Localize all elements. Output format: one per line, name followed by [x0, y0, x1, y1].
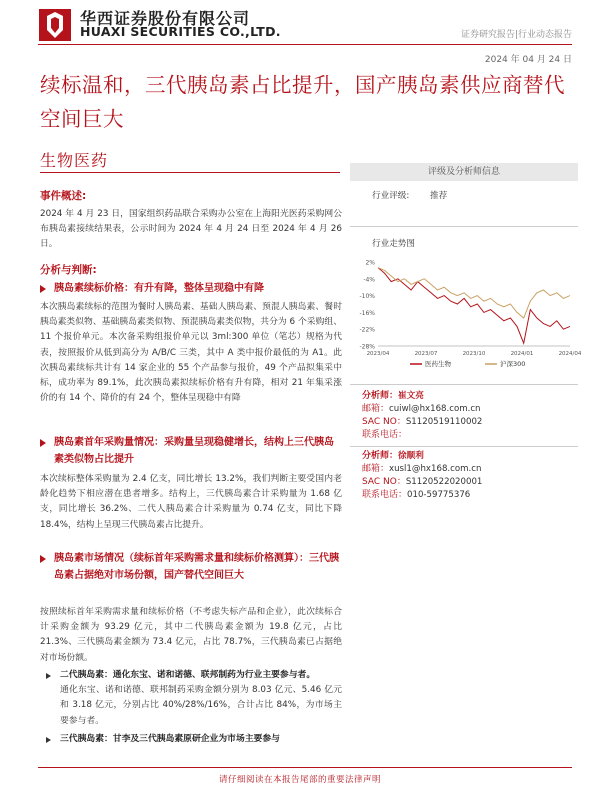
report-type: 证券研究报告|行业动态报告	[460, 30, 572, 40]
sector-divider	[40, 172, 340, 173]
rating-panel-header: 评级及分析师信息	[350, 163, 578, 181]
event-text: 2024 年 4 月 23 日，国家组织药品联合采购办公室在上海阳光医药采购网公布胰岛素接续结果表，公示时间为 2024 年 4 月 24 日至 2024 年 4 月 26 日。	[40, 209, 342, 250]
section-2-text: 本次续标整体采购量为 2.4 亿支，同比增长 13.2%，我们判断主要受国内老龄化趋势下相应潜在患者增多。结构上，三代胰岛素合计采购量为 1.68 亿支，同比增长 36.2%、二代人胰岛素合计采购量为 0.74 亿支，同比下降 18.4%，结构上呈现三代胰岛素占比提升。	[40, 474, 342, 530]
y-tick-label: 2%	[365, 259, 375, 267]
trend-label: 行业走势图	[372, 239, 415, 249]
bullet-2-label: 三代胰岛素：甘李及三代胰岛素原研企业为市场主要参与	[60, 734, 280, 744]
phone-label: 联系电话：	[362, 490, 408, 500]
bullet-1-text: 通化东宝、诺和诺德、联邦制药采购金额分别为 8.03 亿元、5.46 亿元和 3.18 亿元，分别占比 40%/28%/16%，合计占比 84%，为市场主要参与者。	[60, 685, 342, 726]
y-tick-label: -22%	[359, 326, 375, 334]
x-tick-label: 2023/10	[462, 351, 486, 357]
section-1-heading: 胰岛素续标价格：有升有降，整体呈现稳中有降	[54, 283, 264, 294]
analyst-name: 徐顺利	[398, 451, 424, 461]
rating-label: 行业评级:	[372, 191, 410, 201]
analyst-1	[362, 390, 572, 442]
analyst-sac: S1120519110002	[405, 417, 483, 427]
bullet-2	[60, 732, 342, 747]
analyst-email[interactable]: xusl1@hx168.com.cn	[389, 464, 482, 474]
panel-divider	[350, 226, 578, 227]
company-name-en: HUAXI SECURITIES CO.,LTD.	[80, 24, 281, 39]
analyst-role: 分析师：	[362, 391, 399, 401]
bullet-1-label: 二代胰岛素：通化东宝、诺和诺德、联邦制药为行业主要参与者。	[60, 670, 316, 680]
section-1-text: 本次胰岛素续标的范围为餐时人胰岛素、基础人胰岛素、预混人胰岛素、餐时胰岛素类似物、基础胰岛素类似物、预混胰岛素类似物，共分为 6 个采购组、11 个报价单元。本次备采购组报价单元以 3ml:300 单位（笔芯）规格为代表，按照报价从低到高分为 A/B/C 三类，其中 A 类中报价最低的为 A1。此次胰岛素续标共计有 14 家企业的 55 个产品参与报价，49 个产品拟集采中标，成功率为 89.1%，此次胰岛素拟续标价格有升有降，相对 21 年集采涨价的有 14 个、降价的有 24 个，整体呈现稳中有降	[40, 302, 342, 404]
analyst-role: 分析师：	[362, 451, 399, 461]
industry-trend-chart	[350, 256, 582, 376]
rating-value: 推荐	[430, 191, 448, 201]
section-3-heading: 胰岛素市场情况（续标首年采购需求量和续标价格测算）：三代胰岛素占据绝对市场份额，国产替代空间巨大	[54, 553, 339, 581]
panel-divider	[350, 384, 578, 385]
footer-divider	[38, 767, 572, 768]
triangle-bullet-icon	[40, 555, 46, 563]
email-label: 邮箱：	[362, 464, 390, 474]
x-tick-label: 2023/07	[414, 351, 438, 357]
bullet-1	[60, 668, 342, 729]
bullet-icon	[46, 673, 51, 679]
x-tick-label: 2023/04	[366, 351, 390, 357]
analyst-2	[362, 450, 572, 502]
phone-label: 联系电话：	[362, 430, 408, 440]
section-3-text: 按照续标首年采购需求量和续标价格（不考虑失标产品和企业），此次续标合计采购金额为 93.29 亿元，其中二代胰岛素金额为 19.8 亿元，占比 21.3%、三代胰岛素金额为 73.4 亿元，占比 78.7%，三代胰岛素已占据绝对市场份额。	[40, 607, 342, 663]
series-line-1	[378, 268, 570, 344]
analyst-name: 崔文亮	[398, 391, 424, 401]
y-tick-label: -28%	[359, 343, 375, 351]
analyst-email[interactable]: cuiwl@hx168.com.cn	[389, 404, 481, 414]
section-1	[54, 280, 342, 297]
event-heading: 事件概述:	[40, 190, 87, 202]
report-date: 2024 年 04 月 24 日	[484, 55, 572, 65]
triangle-bullet-icon	[40, 285, 46, 293]
legend-label: 沪深300	[500, 360, 526, 368]
bullet-icon	[46, 737, 51, 743]
report-title: 续标温和，三代胰岛素占比提升，国产胰岛素供应商替代空间巨大	[40, 73, 565, 131]
sac-label: SAC NO：	[362, 477, 406, 487]
section-3	[54, 550, 342, 584]
analyst-sac: S1120522020001	[405, 477, 483, 487]
section-2	[54, 434, 342, 468]
company-name-cn: 华西证券股份有限公司	[80, 9, 251, 28]
analyst-phone: 010-59775376	[407, 490, 471, 500]
series-line-2	[378, 268, 570, 318]
y-tick-label: -4%	[363, 276, 375, 284]
triangle-bullet-icon	[40, 439, 46, 447]
sac-label: SAC NO：	[362, 417, 406, 427]
x-tick-label: 2024/01	[510, 351, 534, 357]
footer-disclaimer[interactable]: 请仔细阅读在本报告尾部的重要法律声明	[218, 775, 381, 785]
sector-name: 生物医药	[40, 151, 109, 170]
section-2-heading: 胰岛素首年采购量情况：采购量呈现稳健增长，结构上三代胰岛素类似物占比提升	[54, 437, 334, 465]
y-tick-label: -16%	[359, 309, 375, 317]
x-tick-label: 2024/04	[558, 351, 582, 357]
email-label: 邮箱：	[362, 404, 390, 414]
analysis-heading: 分析与判断:	[40, 264, 97, 276]
panel-divider	[350, 446, 578, 447]
huaxi-logo-icon	[38, 8, 72, 42]
y-tick-label: -10%	[359, 293, 375, 301]
legend-label: 医药生物	[425, 360, 451, 368]
header-divider	[38, 44, 572, 45]
